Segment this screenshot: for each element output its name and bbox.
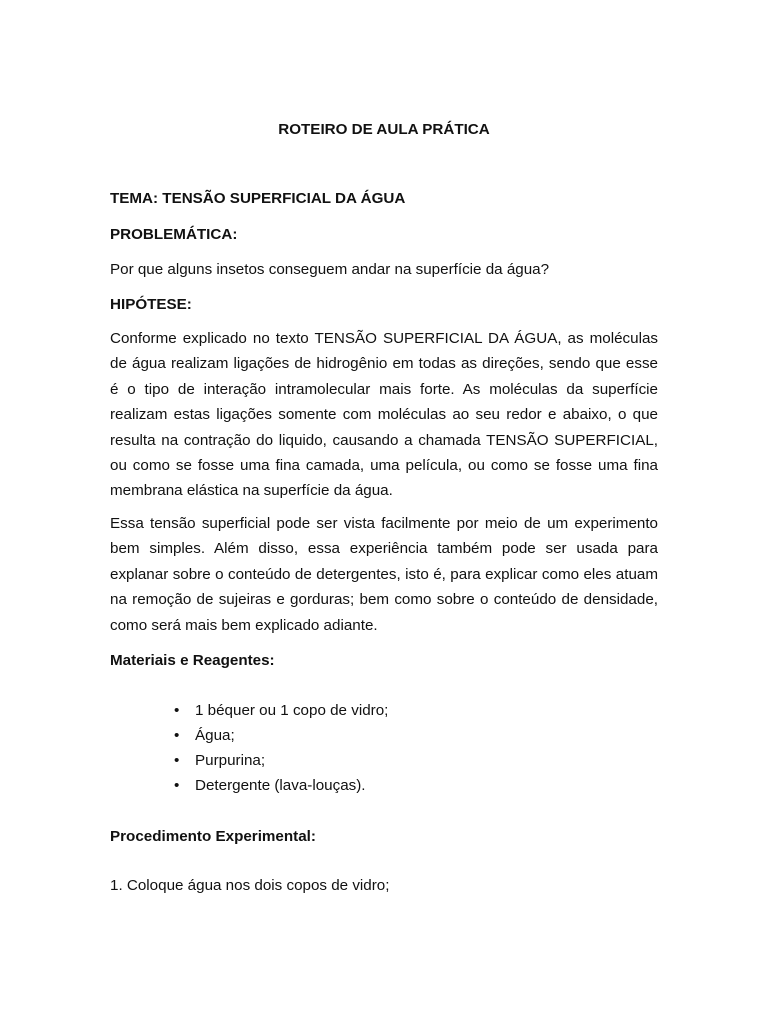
hipotese-paragraph-2: Essa tensão superficial pode ser vista facilmente por meio de um experimento bem simples. Além disso, essa experiência também pode ser usada para explanar sobre o conteúdo de detergentes, isto é, para explicar como eles atuam na remoção de sujeiras e gorduras; bem como sobre o conteúdo de densidade, como será mais bem explicado adiante. xyxy=(110,515,658,634)
tema-heading: TEMA: TENSÃO SUPERFICIAL DA ÁGUA xyxy=(110,190,406,207)
document-title: ROTEIRO DE AULA PRÁTICA xyxy=(278,121,490,138)
hipotese-paragraph-1: Conforme explicado no texto TENSÃO SUPERFICIAL DA ÁGUA, as moléculas de água realizam ligações de hidrogênio em todas as direções, sendo que esse é o tipo de interação intramolecular mais forte. As moléculas da superfície realizam estas ligações somente com moléculas ao seu redor e abaixo, o que resulta na contração do liquido, causando a chamada TENSÃO SUPERFICIAL, ou como se fosse uma fina camada, uma película, ou como se fosse uma fina membrana elástica na superfície da água. xyxy=(110,330,658,500)
bullet-icon: • xyxy=(174,727,180,744)
material-label: Purpurina; xyxy=(195,752,266,769)
materiais-list xyxy=(174,701,389,801)
bullet-icon: • xyxy=(174,702,180,719)
list-item xyxy=(174,776,388,801)
list-item xyxy=(174,751,388,776)
material-label: 1 béquer ou 1 copo de vidro; xyxy=(195,702,389,719)
hipotese-heading: HIPÓTESE: xyxy=(110,296,192,313)
material-label: Detergente (lava-louças). xyxy=(195,777,366,794)
materiais-heading: Materiais e Reagentes: xyxy=(110,652,275,669)
bullet-icon: • xyxy=(174,752,180,769)
list-item xyxy=(174,726,388,751)
list-item xyxy=(174,701,389,726)
material-label: Água; xyxy=(195,727,235,744)
bullet-icon: • xyxy=(174,777,180,794)
problematica-heading: PROBLEMÁTICA: xyxy=(110,226,238,243)
procedimento-step-1: 1. Coloque água nos dois copos de vidro; xyxy=(110,877,390,894)
procedimento-heading: Procedimento Experimental: xyxy=(110,828,316,845)
problematica-question: Por que alguns insetos conseguem andar na superfície da água? xyxy=(110,261,550,278)
